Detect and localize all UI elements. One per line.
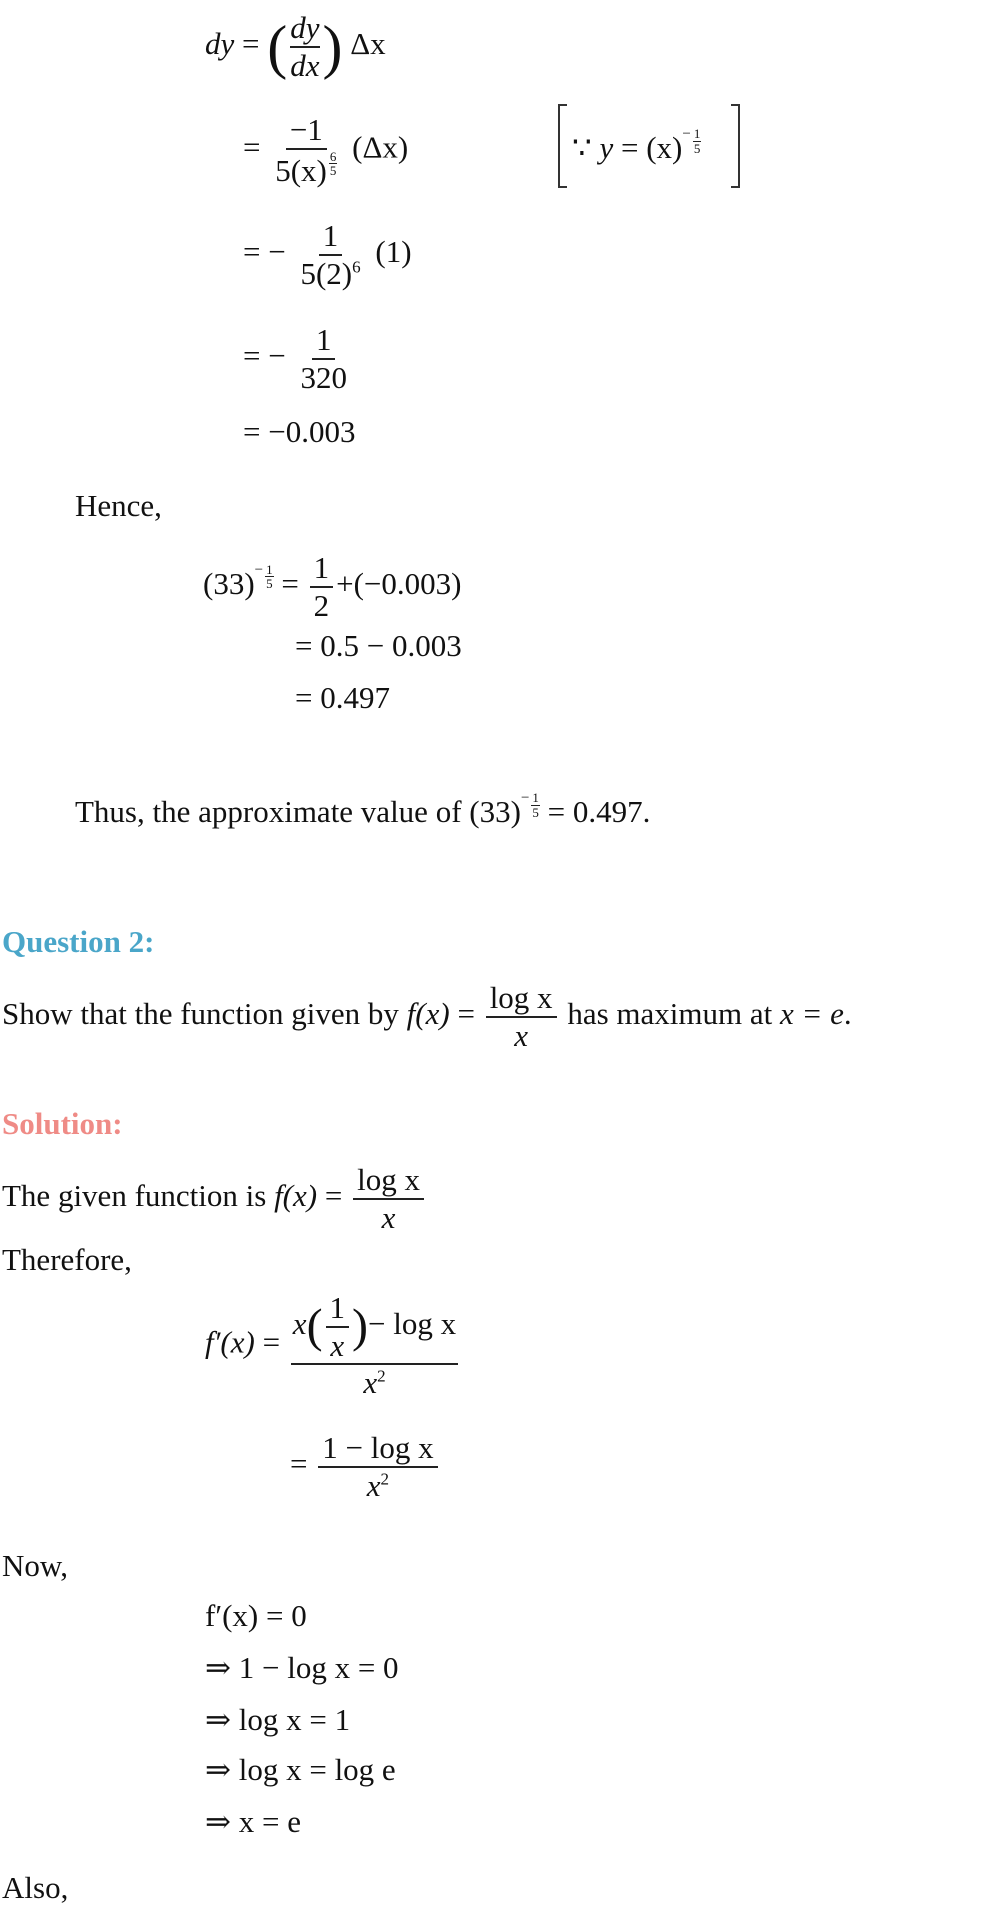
den-base: x xyxy=(363,1365,378,1401)
exp-num: 1 xyxy=(266,561,273,577)
step-2 xyxy=(243,218,412,291)
hence-line-2: = 0.5 − 0.003 xyxy=(295,628,462,663)
den-exponent: 6 xyxy=(352,257,361,277)
period: . xyxy=(843,995,852,1031)
period: . xyxy=(642,794,651,829)
eq-sign: = xyxy=(324,1177,343,1213)
right-paren: ) xyxy=(322,14,343,80)
question-text-before: Show that the function given by xyxy=(2,995,399,1031)
fraction-denominator: 2 xyxy=(313,587,330,623)
now-label: Now, xyxy=(2,1548,69,1583)
fraction-numerator: log x xyxy=(486,980,557,1018)
inner-den: x xyxy=(330,1327,345,1363)
half-fraction xyxy=(310,550,334,623)
also-label: Also, xyxy=(2,1870,69,1905)
because-symbol: ∵ xyxy=(572,130,592,165)
exp-num: 6 xyxy=(329,148,337,164)
den-exponent: 2 xyxy=(377,1366,386,1386)
fraction-numerator: 1 xyxy=(312,322,336,360)
minus-log-x: − log x xyxy=(368,1305,457,1341)
solve-step-5: ⇒ x = e xyxy=(205,1804,301,1839)
left-paren: ( xyxy=(306,1299,323,1353)
fraction-denominator xyxy=(271,150,341,189)
exponent-fraction xyxy=(265,563,274,591)
one-paren: (1) xyxy=(375,233,412,269)
solve-step-1: f′(x) = 0 xyxy=(205,1598,307,1633)
inner-fraction xyxy=(326,1290,350,1363)
dy-equation xyxy=(205,10,386,84)
hence-equation xyxy=(203,550,461,623)
solve-step-3: ⇒ log x = 1 xyxy=(205,1702,351,1737)
dy-lhs: dy xyxy=(205,26,235,62)
step-1 xyxy=(243,112,408,188)
fraction-denominator: 320 xyxy=(300,359,347,395)
x-factor: x xyxy=(292,1305,307,1341)
bracket-note xyxy=(558,104,740,188)
fraction-numerator xyxy=(291,1290,458,1365)
fraction-denominator xyxy=(359,1365,389,1401)
den-base: 5(2) xyxy=(300,255,353,291)
solve-step-2: ⇒ 1 − log x = 0 xyxy=(205,1650,399,1685)
exp-sign: − xyxy=(520,790,530,806)
den-base: x xyxy=(366,1467,381,1503)
step-3 xyxy=(243,322,354,395)
left-paren: ( xyxy=(267,14,288,80)
simplified-fraction xyxy=(318,1430,437,1503)
exponent-fraction xyxy=(329,150,338,178)
fx: f(x) xyxy=(274,1177,318,1213)
given-text: The given function is xyxy=(2,1177,267,1213)
step-4: = −0.003 xyxy=(243,414,356,449)
x-base: (x) xyxy=(646,130,683,165)
exp-den: 5 xyxy=(532,804,539,820)
den-exponent: 2 xyxy=(380,1469,390,1489)
therefore-label: Therefore, xyxy=(2,1242,132,1277)
fraction-denominator: x xyxy=(514,1017,528,1053)
delta-x-paren: (Δx) xyxy=(352,129,409,165)
thus-text: Thus, the approximate value of xyxy=(75,794,462,829)
thus-result: = 0.497 xyxy=(547,794,643,829)
fraction-numerator: 1 xyxy=(319,218,343,256)
given-function xyxy=(2,1162,427,1236)
lhs-base: (33) xyxy=(203,565,255,601)
fraction-denominator: x xyxy=(381,1199,396,1235)
fraction-numerator: −1 xyxy=(286,112,327,150)
fraction-denominator xyxy=(296,256,364,292)
question-fraction xyxy=(486,980,557,1054)
exp-sign: − xyxy=(682,126,691,142)
fraction-numerator: 1 − log x xyxy=(318,1430,437,1468)
fraction-numerator: log x xyxy=(353,1162,424,1200)
step2-fraction xyxy=(296,218,364,291)
eq-sign: = xyxy=(243,129,261,165)
hence-tail: +(−0.003) xyxy=(336,565,462,601)
solution-heading: Solution: xyxy=(2,1106,123,1141)
exponent-fraction xyxy=(693,127,702,155)
exp-den: 5 xyxy=(266,576,273,592)
derivative-equation xyxy=(205,1290,461,1401)
exp-den: 5 xyxy=(693,140,701,156)
delta-x: Δx xyxy=(350,26,386,62)
step3-fraction xyxy=(296,322,351,395)
eq-sign: = xyxy=(281,565,299,601)
eq-sign: = xyxy=(621,130,639,165)
f-prime: f′(x) xyxy=(205,1324,255,1360)
eq-sign: = xyxy=(457,995,475,1031)
dydx-fraction xyxy=(290,10,319,84)
eq-sign: = − xyxy=(243,233,286,269)
eq-sign: = xyxy=(262,1324,281,1360)
hence-label: Hence, xyxy=(75,488,162,523)
question-text-after: has maximum at xyxy=(567,995,773,1031)
fraction-numerator: 1 xyxy=(310,550,334,588)
step1-fraction xyxy=(271,112,341,188)
solve-step-4: ⇒ log x = log e xyxy=(205,1752,396,1787)
y-var: y xyxy=(599,130,614,165)
fraction-denominator xyxy=(363,1468,393,1504)
thus-line xyxy=(75,790,650,830)
exp-num: 1 xyxy=(532,790,539,805)
exp-num: 1 xyxy=(693,126,701,141)
question-heading: Question 2: xyxy=(2,924,155,959)
simplified-derivative xyxy=(290,1430,441,1503)
eq-sign: = xyxy=(242,26,260,62)
derivative-fraction xyxy=(291,1290,458,1401)
eq-sign: = xyxy=(290,1445,308,1481)
den-base: 5(x) xyxy=(275,152,327,188)
right-paren: ) xyxy=(352,1299,369,1353)
hence-line-3: = 0.497 xyxy=(295,680,390,715)
fx: f(x) xyxy=(406,995,450,1031)
fraction-denominator: dx xyxy=(290,48,320,83)
fraction-numerator: dy xyxy=(290,10,319,48)
eq-sign: = − xyxy=(243,337,286,373)
given-fraction xyxy=(353,1162,424,1236)
condition: x = e xyxy=(779,995,844,1031)
exp-den: 5 xyxy=(329,163,337,179)
inner-num: 1 xyxy=(326,1290,350,1328)
question-text xyxy=(2,980,852,1054)
exponent-fraction xyxy=(531,791,540,819)
exp-sign: − xyxy=(254,561,264,578)
thus-base: (33) xyxy=(469,794,521,829)
